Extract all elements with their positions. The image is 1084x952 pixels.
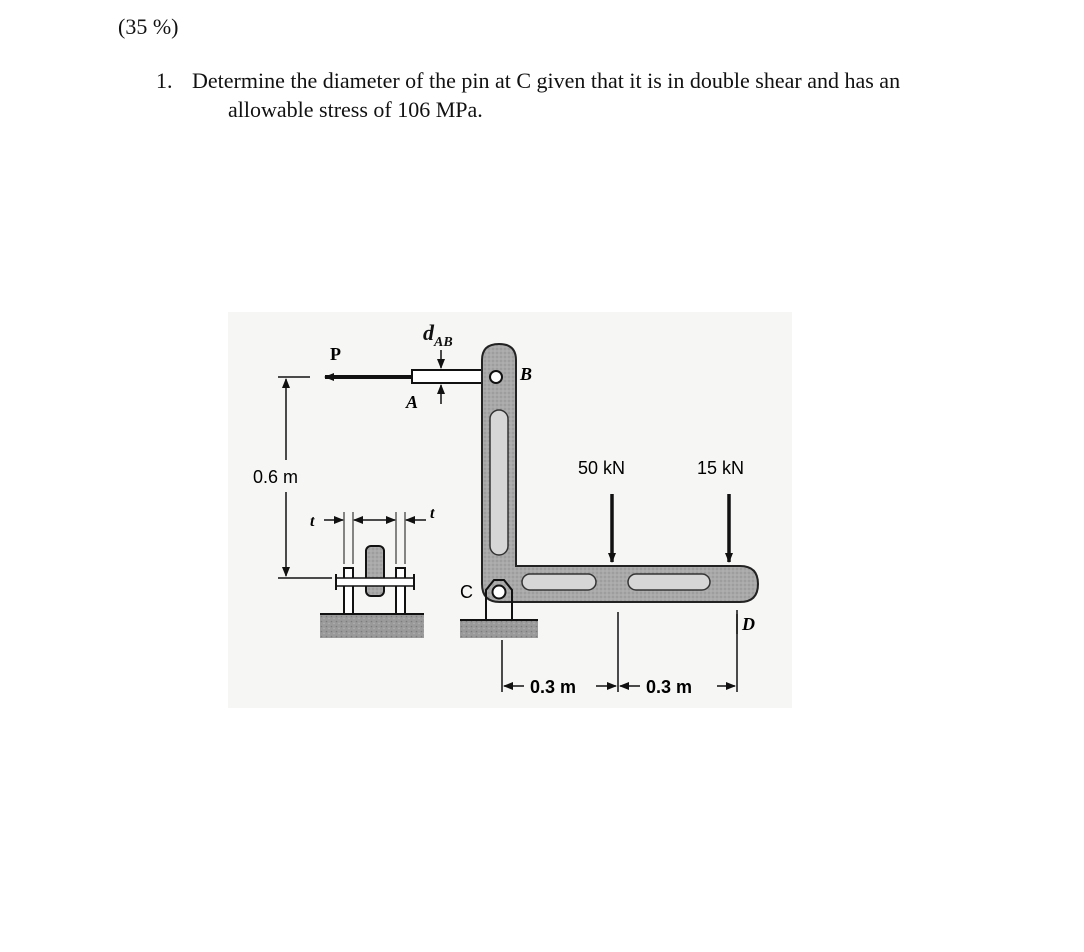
- ground-c: [460, 620, 538, 638]
- problem-weight: (35 %): [118, 14, 179, 39]
- label-dab: $d_{AB}$: [423, 320, 453, 350]
- crank-slot-vertical: [490, 410, 508, 555]
- label-a: A: [406, 392, 419, 412]
- side-view-ground: [320, 614, 424, 638]
- label-dim-1: 0.3 m: [530, 677, 577, 697]
- label-c: C: [460, 582, 473, 602]
- problem-number: 1.: [156, 68, 173, 93]
- side-view-pin: [336, 578, 414, 586]
- side-view-plate-left: [344, 568, 353, 614]
- label-height: 0.6 m: [253, 467, 299, 487]
- side-view-crank-web: [366, 546, 384, 596]
- label-b: B: [520, 364, 533, 384]
- label-d: D: [742, 614, 755, 634]
- label-t-right: t: [430, 505, 435, 522]
- side-view-plate-right: [396, 568, 405, 614]
- label-load-50kn: 50 kN: [578, 458, 626, 478]
- label-dim-2: 0.3 m: [646, 677, 693, 697]
- pin-c: [493, 586, 506, 599]
- label-dab-sub: AB: [434, 335, 453, 350]
- crank-slot-horizontal-2: [628, 574, 710, 590]
- problem-text-line-2: allowable stress of 106 MPa.: [228, 97, 483, 122]
- crank-slot-horizontal-1: [522, 574, 596, 590]
- label-p: P: [330, 344, 341, 364]
- problem-text-line-1: Determine the diameter of the pin at C given that it is in double shear and has an: [192, 68, 901, 93]
- label-t-left: t: [310, 513, 315, 530]
- label-load-15kn: 15 kN: [697, 458, 745, 478]
- pin-b: [490, 371, 502, 383]
